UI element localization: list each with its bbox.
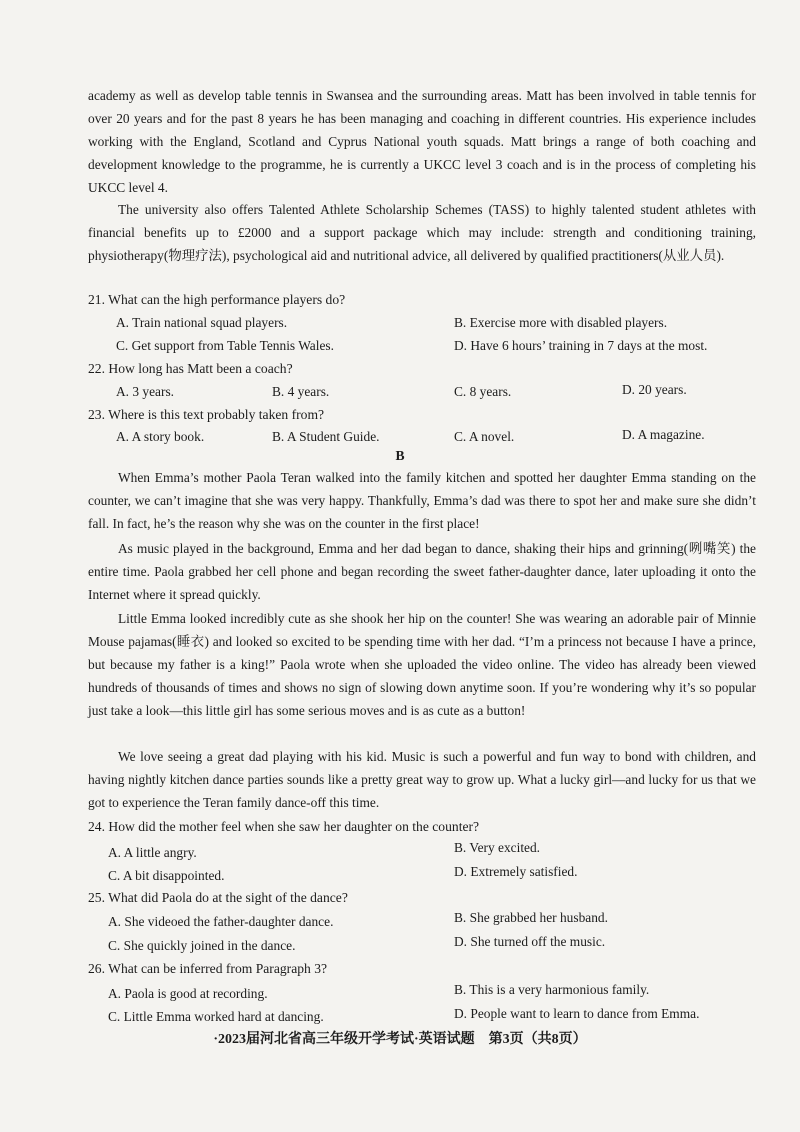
q25-option-b: B. She grabbed her husband.	[454, 910, 608, 925]
q22-option-c: C. 8 years.	[454, 384, 512, 399]
q26-option-a: A. Paola is good at recording.	[108, 986, 268, 1001]
passage-b-paragraph-4: We love seeing a great dad playing with his kid. Music is such a powerful and fun way to bond with children, and having nightly kitchen dance parties sounds like a pretty great way to grow up. What a lucky girl—and lucky for us that we got to experience the Teran family dance-off this time.	[88, 749, 756, 810]
section-b-label: B	[395, 448, 405, 463]
q26-option-c: C. Little Emma worked hard at dancing.	[108, 1009, 324, 1024]
question-22: 22. How long has Matt been a coach?	[88, 361, 293, 376]
q25-option-c: C. She quickly joined in the dance.	[108, 938, 296, 953]
q21-option-b: B. Exercise more with disabled players.	[454, 315, 668, 330]
q22-option-b: B. 4 years.	[272, 384, 330, 399]
q22-option-a: A. 3 years.	[116, 384, 175, 399]
question-25: 25. What did Paola do at the sight of the dance?	[88, 890, 348, 905]
q26-option-d: D. People want to learn to dance from Emma.	[454, 1006, 700, 1021]
q23-option-b: B. A Student Guide.	[272, 429, 380, 444]
q24-option-b: B. Very excited.	[454, 840, 541, 855]
passage-b-paragraph-2: As music played in the background, Emma and her dad began to dance, shaking their hips and grinning(咧嘴笑) the entire time. Paola grabbed her cell phone and began recording the sweet father-daughter dance, later uploading it onto the Internet where it spread quickly.	[88, 541, 756, 602]
question-23: 23. Where is this text probably taken from?	[88, 407, 325, 422]
q21-option-d: D. Have 6 hours’ training in 7 days at the most.	[454, 338, 708, 353]
q24-option-a: A. A little angry.	[108, 845, 197, 860]
q26-option-b: B. This is a very harmonious family.	[454, 982, 650, 997]
q24-option-d: D. Extremely satisfied.	[454, 864, 578, 879]
q21-option-c: C. Get support from Table Tennis Wales.	[116, 338, 334, 353]
q25-option-a: A. She videoed the father-daughter dance.	[108, 914, 334, 929]
q22-option-d: D. 20 years.	[622, 382, 687, 397]
q24-option-c: C. A bit disappointed.	[108, 868, 225, 883]
passage-a-paragraph-1: academy as well as develop table tennis in Swansea and the surrounding areas. Matt has been involved in table tennis for over 20 years and for the past 8 years he has been managing and coaching in different countries. His experience includes working with the England, Scotland and Cyprus National youth squads. Matt brings a range of both coaching and development knowledge to the programme, he is currently a UKCC level 3 coach and is in the process of completing his UKCC level 4.	[88, 88, 756, 195]
page-footer: ·2023届河北省高三年级开学考试·英语试题 第3页（共8页）	[213, 1032, 587, 1047]
question-24: 24. How did the mother feel when she saw her daughter on the counter?	[88, 819, 480, 834]
passage-b-paragraph-3: Little Emma looked incredibly cute as she shook her hip on the counter! She was wearing an adorable pair of Minnie Mouse pajamas(睡衣) and looked so excited to be spending time with her dad. “I’m a princess not because I have a prince, but because my father is a king!” Paola wrote when she uploaded the video online. The video has already been viewed hundreds of thousands of times and shows no sign of slowing down anytime soon. If you’re wondering why it’s so popular just take a look—this little girl has some serious moves and is as cute as a button!	[88, 611, 756, 718]
passage-a-paragraph-2: The university also offers Talented Athlete Scholarship Schemes (TASS) to highly talented student athletes with financial benefits up to £2000 and a support package which may include: strength and conditioning training, physiotherapy(物理疗法), psychological aid and nutritional advice, all delivered by qualified practitioners(从业人员).	[88, 202, 756, 263]
q25-option-d: D. She turned off the music.	[454, 934, 606, 949]
q23-option-c: C. A novel.	[454, 429, 515, 444]
question-26: 26. What can be inferred from Paragraph 3?	[88, 961, 328, 976]
q23-option-a: A. A story book.	[116, 429, 205, 444]
question-21: 21. What can the high performance players do?	[88, 292, 346, 307]
passage-b-paragraph-1: When Emma’s mother Paola Teran walked into the family kitchen and spotted her daughter Emma standing on the counter, we can’t imagine that she was very happy. Thankfully, Emma’s dad was there to spot her and make sure she didn’t fall. In fact, he’s the reason why she was on the counter in the first place!	[88, 470, 756, 531]
q23-option-d: D. A magazine.	[622, 427, 705, 442]
q21-option-a: A. Train national squad players.	[116, 315, 288, 330]
